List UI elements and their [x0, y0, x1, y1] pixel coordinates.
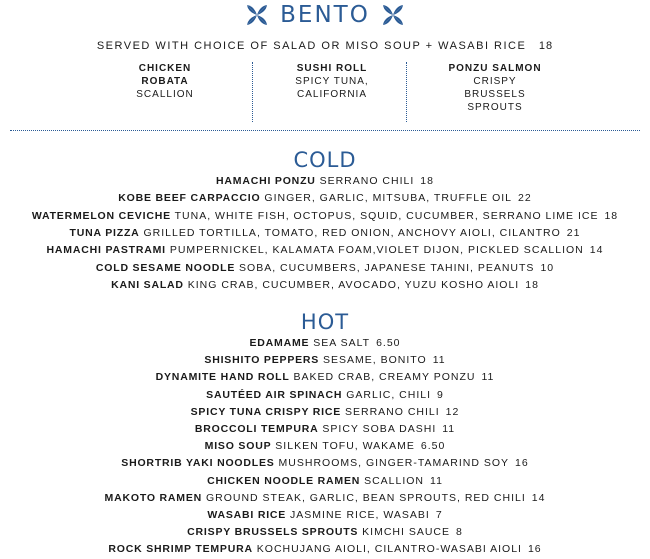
menu-item-name: WATERMELON CEVICHE: [31, 209, 171, 222]
menu-item-price: 12: [445, 405, 460, 418]
bento-title: BENTO: [280, 2, 370, 28]
menu-item: [0, 475, 650, 487]
bento-price: 18: [538, 40, 554, 52]
menu-item-desc: TUNA, WHITE FISH, OCTOPUS, SQUID, CUCUMBER, SERRANO LIME ICE: [170, 209, 599, 222]
menu-item-desc: KOCHUJANG AIOLI, CILANTRO-WASABI AIOLI: [252, 543, 522, 556]
menu-item-name: EDAMAME: [249, 337, 310, 349]
menu-item-name: MAKOTO RAMEN: [104, 491, 203, 504]
menu-item-desc: SERRANO CHILI: [341, 405, 440, 418]
flower-ornament-icon: [380, 2, 406, 28]
menu-item-desc: MUSHROOMS, GINGER-TAMARIND SOY: [274, 457, 510, 470]
menu-item-price: 8: [456, 526, 463, 539]
menu-item-name: SAUTÉED AIR SPINACH: [206, 388, 343, 401]
menu-item-name: CHICKEN NOODLE RAMEN: [207, 474, 361, 487]
menu-item-price: 7: [435, 509, 443, 521]
menu-item-desc: GINGER, GARLIC, MITSUBA, TRUFFLE OIL: [260, 192, 512, 205]
menu-item-price: 6.50: [376, 337, 401, 349]
menu-item-desc: JASMINE RICE, WASABI: [286, 509, 430, 521]
menu-item-name: ROCK SHRIMP TEMPURA: [108, 543, 253, 556]
menu-item-desc: SERRANO CHILI: [315, 175, 415, 187]
menu-item-name: HAMACHI PONZU: [216, 175, 316, 187]
menu-item-price: 9: [437, 388, 444, 401]
menu-item: [0, 354, 650, 366]
bento-option: [100, 62, 230, 101]
menu-item-price: 22: [518, 192, 532, 205]
menu-item-price: 16: [515, 457, 529, 470]
menu-item-desc: PUMPERNICKEL, KALAMATA FOAM,VIOLET DIJON, PICKLED SCALLION: [165, 244, 584, 257]
menu-item-name: SHORTRIB YAKI NOODLES: [121, 457, 275, 470]
menu-item-name: COLD SESAME NOODLE: [95, 261, 236, 274]
menu-item-desc: SCALLION: [360, 474, 425, 487]
hot-section-title: HOT: [300, 310, 350, 334]
bento-option: [420, 62, 570, 114]
menu-item: [0, 543, 650, 555]
menu-item-price: 11: [442, 423, 456, 435]
menu-item-name: BROCCOLI TEMPURA: [194, 423, 319, 435]
bento-option-desc: SPICY TUNA, CALIFORNIA: [295, 76, 369, 100]
column-divider: [252, 62, 253, 122]
menu-item-price: 16: [527, 543, 542, 556]
menu-item-desc: BAKED CRAB, CREAMY PONZU: [289, 371, 476, 384]
menu-item: [0, 192, 650, 204]
menu-item-price: 18: [525, 278, 539, 291]
menu-item-price: 14: [531, 491, 546, 504]
bento-option-desc: SCALLION: [136, 89, 194, 100]
menu-item: [0, 337, 650, 349]
menu-item: [0, 406, 650, 418]
menu-item: [0, 262, 650, 274]
menu-item: [0, 244, 650, 256]
menu-item: [0, 440, 650, 452]
menu-item-name: TUNA PIZZA: [69, 226, 140, 239]
menu-item-desc: SILKEN TOFU, WAKAME: [271, 440, 415, 453]
flower-ornament-icon: [244, 2, 270, 28]
menu-item-price: 11: [481, 371, 495, 384]
bento-option: [272, 62, 392, 101]
menu-item-price: 6.50: [420, 440, 446, 453]
menu-item-desc: SESAME, BONITO: [319, 354, 427, 367]
menu-item-name: KANI SALAD: [111, 278, 184, 291]
menu-item-desc: KING CRAB, CUCUMBER, AVOCADO, YUZU KOSHO AIOLI: [183, 278, 520, 291]
menu-item-desc: GARLIC, CHILI: [342, 388, 431, 401]
bento-option-name: CHICKEN ROBATA: [138, 63, 192, 87]
menu-item-price: 11: [430, 474, 443, 487]
menu-item: [0, 371, 650, 383]
menu-item: [0, 389, 650, 401]
menu-item-price: 10: [540, 261, 555, 274]
menu-item-price: 18: [420, 175, 434, 187]
menu-item: [0, 227, 650, 239]
menu-item-desc: SEA SALT: [309, 337, 371, 349]
bento-option-name: PONZU SALMON: [448, 63, 542, 74]
menu-item-price: 14: [589, 244, 604, 257]
menu-item: [0, 509, 650, 521]
menu-item: [0, 175, 650, 187]
bento-option-desc: CRISPY BRUSSELS SPROUTS: [464, 76, 526, 113]
menu-item: [0, 279, 650, 291]
bento-served-with: [0, 40, 650, 52]
menu-item-name: DYNAMITE HAND ROLL: [155, 371, 290, 384]
menu-item-desc: SOBA, CUCUMBERS, JAPANESE TAHINI, PEANUTS: [235, 261, 535, 274]
menu-item-price: 21: [566, 226, 581, 239]
menu-item-name: SHISHITO PEPPERS: [204, 354, 320, 367]
menu-item-price: 11: [432, 354, 446, 367]
menu-item: [0, 526, 650, 538]
menu-item-desc: KIMCHI SAUCE: [358, 526, 450, 539]
menu-item-name: SPICY TUNA CRISPY RICE: [190, 405, 342, 418]
menu-item-desc: GROUND STEAK, GARLIC, BEAN SPROUTS, RED CHILI: [202, 491, 526, 504]
menu-item: [0, 492, 650, 504]
column-divider: [406, 62, 407, 122]
menu-item-price: 18: [604, 209, 619, 222]
menu-item-name: WASABI RICE: [207, 509, 287, 521]
served-with-text: SERVED WITH CHOICE OF SALAD OR MISO SOUP + WASABI RICE: [96, 40, 527, 52]
menu-item-name: MISO SOUP: [204, 440, 272, 453]
section-divider: [10, 130, 640, 131]
bento-options: [100, 62, 580, 122]
bento-option-name: SUSHI ROLL: [296, 63, 368, 74]
menu-item: [0, 423, 650, 435]
menu-item-desc: SPICY SOBA DASHI: [318, 423, 437, 435]
menu-item-name: HAMACHI PASTRAMI: [46, 244, 166, 257]
cold-section-title: COLD: [293, 148, 357, 172]
bento-header: [0, 0, 650, 36]
menu-item: [0, 210, 650, 222]
menu-item-name: KOBE BEEF CARPACCIO: [118, 192, 261, 205]
menu-item: [0, 457, 650, 469]
menu-item-desc: GRILLED TORTILLA, TOMATO, RED ONION, ANCHOVY AIOLI, CILANTRO: [139, 226, 561, 239]
menu-item-name: CRISPY BRUSSELS SPROUTS: [187, 526, 359, 539]
